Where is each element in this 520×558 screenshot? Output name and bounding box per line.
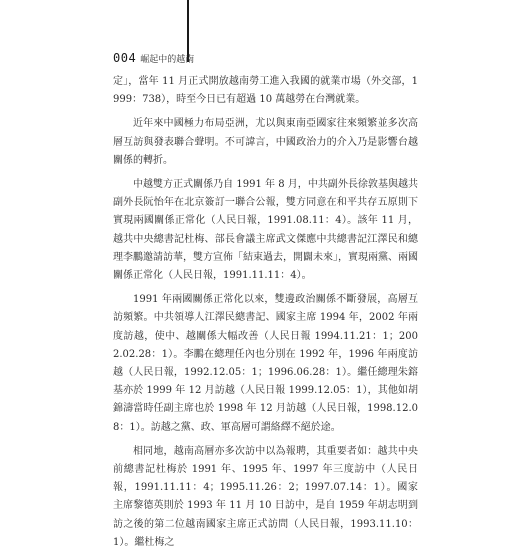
paragraph: 中越雙方正式關係乃自 1991 年 8 月，中共副外長徐敦基與越共副外長阮怡年在北京簽訂一聯合公報，雙方同意在和平共存五原則下實現兩國關係正常化（人民日報，1991.08.11：4）。該年 11 月，越共中央總書記杜梅、部長會議主席武文傑應中共總書記江澤民和總理李鵬邀請訪華，雙方宣佈「結束過去，開闢未來」，實現兩黨、兩國關係正常化（人民日報，1991.11.11：4）。 bbox=[113, 179, 418, 282]
body-text bbox=[113, 73, 418, 558]
page-number: 004 bbox=[113, 51, 137, 65]
running-header bbox=[113, 51, 194, 65]
paragraph: 1991 年兩國關係正常化以來，雙邊政治關係不斷發展，高層互訪頻繁。中共領導人江澤民總書記、國家主席 1994 年，2002 年兩度訪越，使中、越關係大幅改善（人民日報 1994.11.21：1；2002.02.28：1）。李鵬在總理任內也分別在 1992 年，1996 年兩度訪越（人民日報，1992.12.05：1；1996.06.28：1）。繼任總理朱鎔基亦於 1999 年 12 月訪越（人民日報 1999.12.05：1），其他如胡錦濤當時任副主席也於 1998 年 12 月訪越（人民日報，1998.12.08：1）。訪越之黨、政、軍高層可謂絡繹不絕於途。 bbox=[113, 294, 418, 433]
paragraph: 相同地，越南高層亦多次訪中以為報聘，其重要者如：越共中央前總書記杜梅於 1991 年、1995 年、1997 年三度訪中（人民日報，1991.11.11：4；1995.11.26：2；1997.07.14：1）。國家主席黎德英則於 1993 年 11 月 10 日訪中，是自 1959 年胡志明到訪之後的第二位越南國家主席正式訪問（人民日報，1993.11.10：1）。繼杜梅之 bbox=[113, 445, 418, 548]
paragraph-continuation: 定」，當年 11 月正式開放越南勞工進入我國的就業市場（外交部，1999：738），時至今日已有超過 10 萬越勞在台灣就業。 bbox=[113, 76, 418, 106]
running-title: 崛起中的越南 bbox=[140, 55, 195, 65]
paragraph: 近年來中國極力布局亞洲，尤以與東南亞國家往來頻繁並多次高層互訪與發表聯合聲明。不可諱言，中國政治力的介入乃是影響台越關係的轉折。 bbox=[113, 118, 418, 166]
